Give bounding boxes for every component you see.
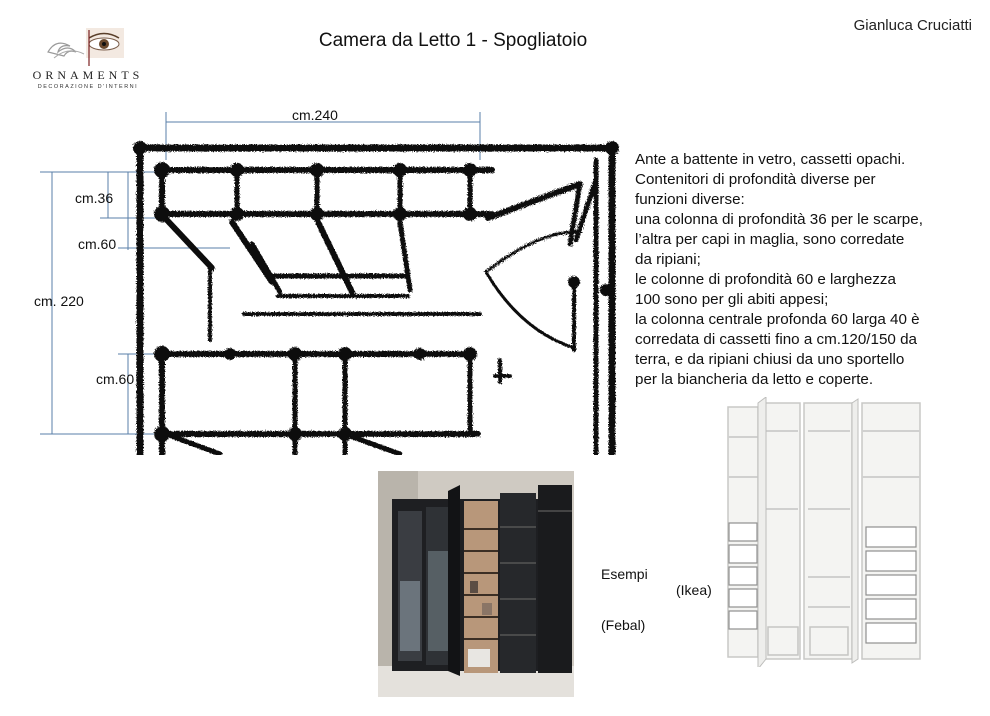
description-line: l’altra per capi in maglia, sono corredate (635, 231, 905, 248)
description-line: le colonne di profondità 60 e larghezza (635, 271, 896, 288)
dim-height-220: cm. 220 (34, 293, 84, 309)
description-line: Ante a battente in vetro, cassetti opachi. (635, 151, 906, 168)
page-title: Camera da Letto 1 - Spogliatoio (318, 30, 588, 51)
description-line: corredata di cassetti fino a cm.120/150 da (635, 331, 917, 348)
description-line: Contenitori di profondità diverse per (635, 171, 876, 188)
dim-depth-60-top: cm.60 (78, 236, 117, 252)
logo-wordmark: ORNAMENTS (32, 68, 144, 82)
description-line: funzioni diverse: (635, 191, 745, 208)
logo-tagline: DECORAZIONE D'INTERNI (37, 84, 139, 90)
description-line: una colonna di profondità 36 per le scarpe, (635, 211, 923, 228)
description-line: per la biancheria da letto e coperte. (635, 371, 874, 388)
plan-joint-dots (133, 141, 619, 442)
description-line: terra, e da ripiani chiusi da uno sportello (635, 351, 905, 368)
description-line: da ripiani; (635, 251, 701, 268)
plan-sketch-strokes (140, 148, 612, 454)
ikea-caption: (Ikea) (676, 582, 712, 598)
dim-width-240: cm.240 (292, 107, 338, 123)
ikea-wardrobe-photo (722, 397, 930, 667)
description-line: 100 sono per gli abiti appesi; (635, 291, 829, 308)
author-name: Gianluca Cruciatti (853, 17, 972, 34)
dim-depth-36: cm.36 (75, 190, 114, 206)
dim-depth-60-bottom: cm.60 (96, 371, 135, 387)
febal-wardrobe-photo (378, 471, 574, 697)
examples-label: Esempi (601, 566, 648, 582)
description-text (635, 150, 975, 390)
febal-caption: (Febal) (601, 617, 646, 633)
description-line: la colonna centrale profonda 60 larga 40 è (635, 311, 920, 328)
wardrobe-floor-plan (0, 95, 625, 455)
